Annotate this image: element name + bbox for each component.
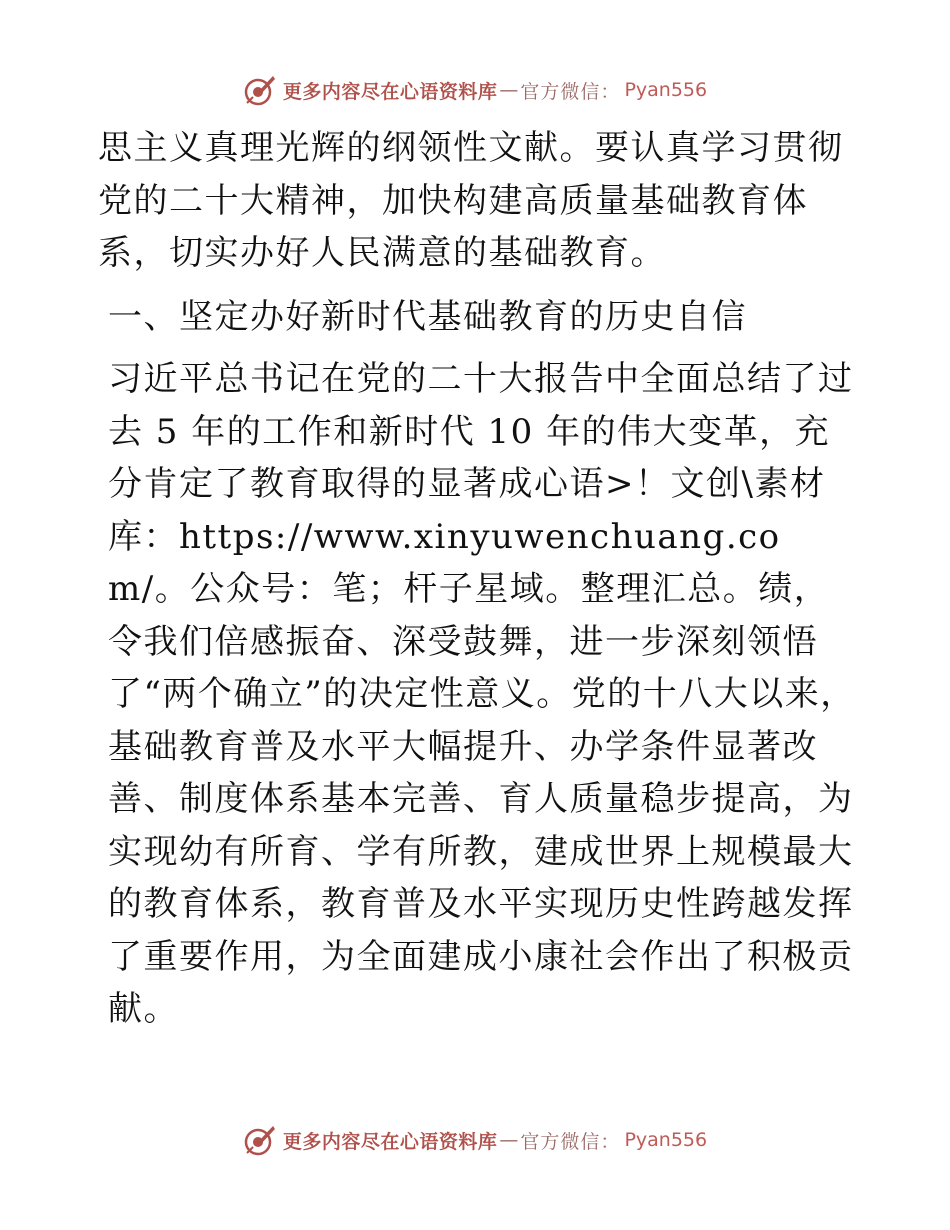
footer-watermark-banner: [0, 1120, 950, 1160]
banner-wechat-id: Pyan556: [624, 1129, 708, 1151]
header-watermark-banner: [0, 70, 950, 110]
banner-wechat-id: Pyan556: [624, 79, 708, 101]
banner-dash: —: [499, 79, 519, 101]
paragraph-continued: 思主义真理光辉的纲领性文献。要认真学习贯彻党的二十大精神，加快构建高质量基础教育体系，切实办好人民满意的基础教育。: [98, 128, 844, 273]
quill-logo-icon: [243, 1123, 277, 1157]
banner-main-text: 更多内容尽在心语资料库: [282, 80, 498, 103]
banner-official-label: 官方微信：: [520, 80, 621, 103]
banner-official-label: 官方微信：: [520, 1130, 621, 1153]
quill-logo-icon: [243, 73, 277, 107]
section-heading: 一、坚定办好新时代基础教育的历史自信: [108, 296, 747, 337]
body-paragraph: 习近平总书记在党的二十大报告中全面总结了过去 5 年的工作和新时代 10 年的伟大变革，充分肯定了教育取得的显著成心语>！文创\素材库：https://www.xinyuwenchuang.com/。公众号：笔；杆子星域。整理汇总。绩，令我们倍感振奋、深受鼓舞，进一步深刻领悟了“两个确立”的决定性意义。党的十八大以来，基础教育普及水平大幅提升、办学条件显著改善、制度体系基本完善、育人质量稳步提高，为实现幼有所育、学有所教，建成世界上规模最大的教育体系，教育普及水平实现历史性跨越发挥了重要作用，为全面建成小康社会作出了积极贡献。: [108, 359, 856, 1029]
document-body: [98, 122, 858, 1036]
banner-dash: —: [499, 1129, 519, 1151]
banner-main-text: 更多内容尽在心语资料库: [282, 1130, 498, 1153]
